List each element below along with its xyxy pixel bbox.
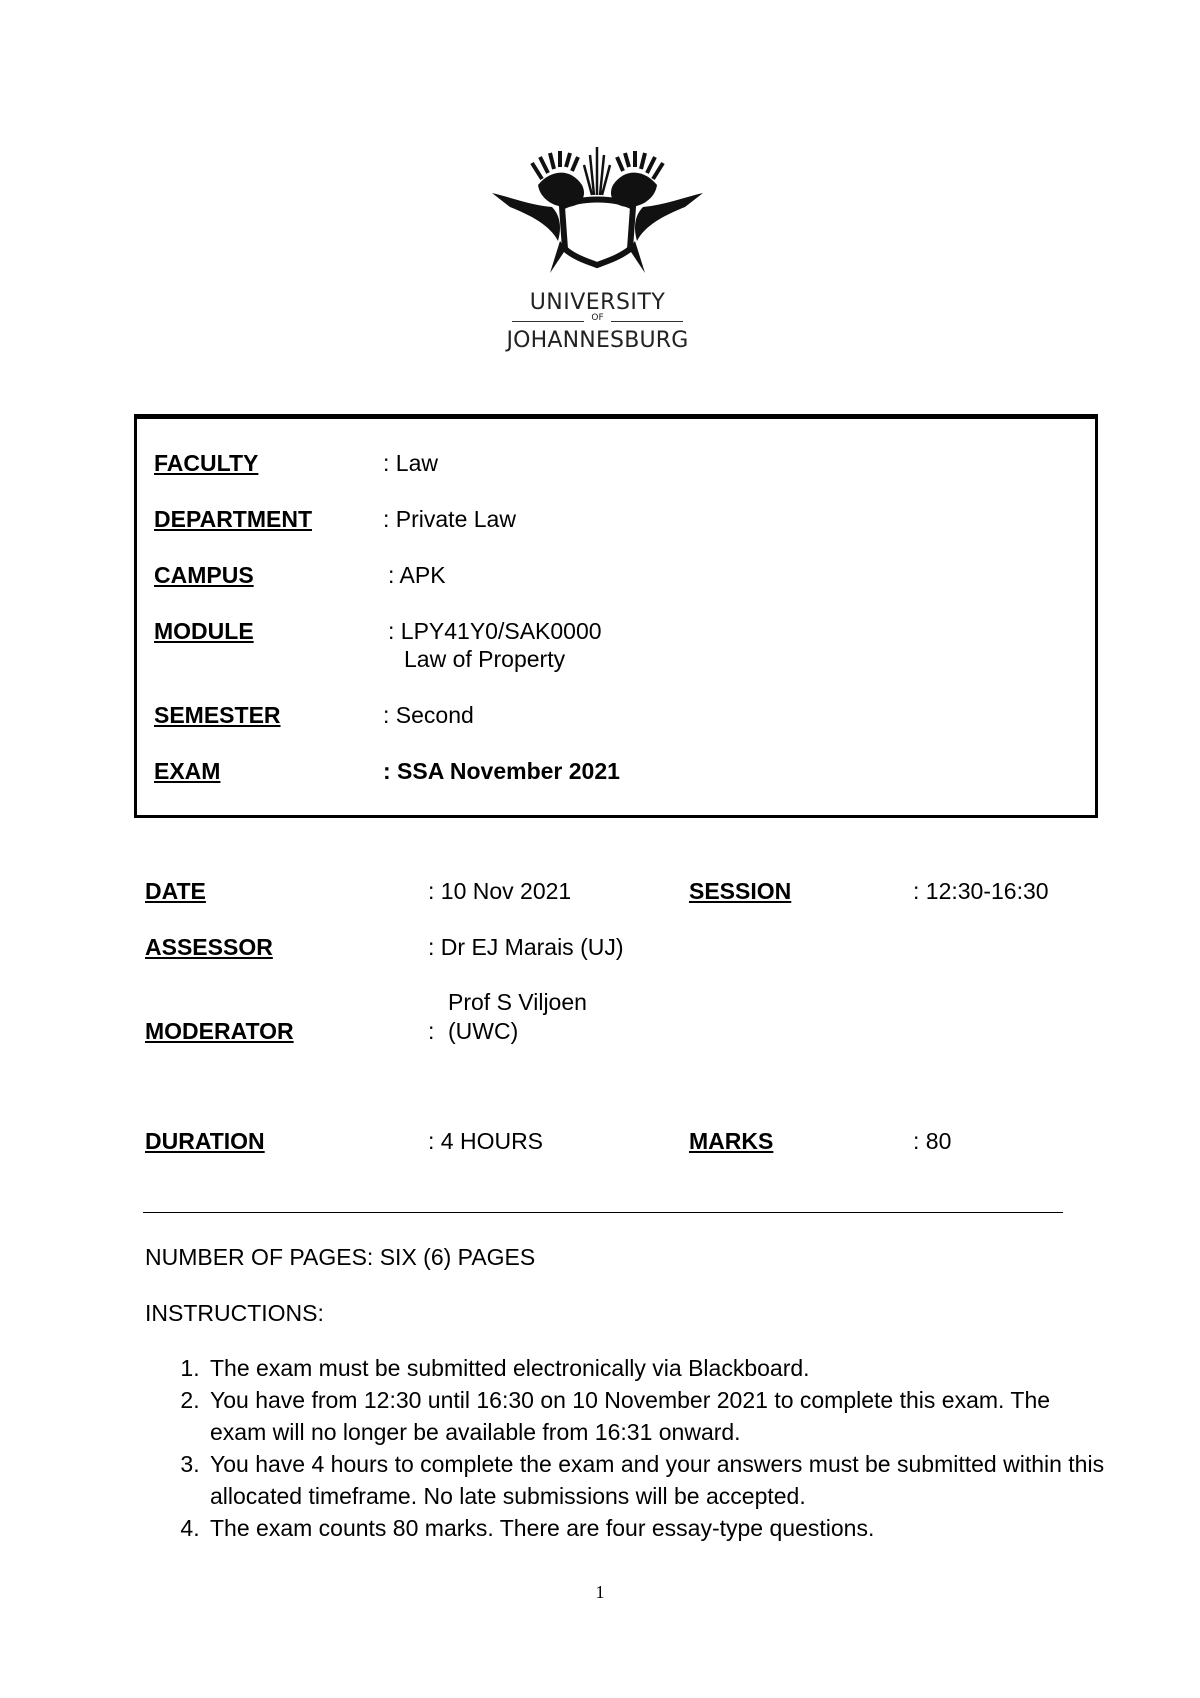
faculty-value: : Law — [383, 450, 438, 476]
department-label: DEPARTMENT — [154, 506, 313, 532]
campus-value: : APK — [388, 562, 446, 588]
instruction-item: 3. You have 4 hours to complete the exam and your answers must be submitted within this allocated timeframe. No late submissions will be accepted. — [206, 1448, 1106, 1512]
module-label: MODULE — [154, 618, 254, 644]
instruction-item: 2. You have from 12:30 until 16:30 on 10 November 2021 to complete this exam. The exam will no longer be available from 16:31 onward. — [206, 1384, 1106, 1448]
logo-text-of: OF — [591, 313, 604, 323]
duration-value: : 4 HOURS — [428, 1128, 544, 1154]
duration-label: DURATION — [145, 1128, 265, 1154]
module-value: : LPY41Y0/SAK0000 — [388, 618, 602, 644]
session-label: SESSION — [689, 878, 792, 904]
university-logo — [490, 145, 705, 353]
moderator-value-line1: Prof S Viljoen — [448, 989, 587, 1015]
logo-divider-right — [611, 321, 683, 322]
session-value: : 12:30-16:30 — [913, 878, 1049, 904]
logo-text-johannesburg: JOHANNESBURG — [506, 328, 689, 353]
moderator-colon: : — [428, 1018, 435, 1044]
number-of-pages: NUMBER OF PAGES: SIX (6) PAGES — [145, 1244, 536, 1270]
marks-value: : 80 — [913, 1128, 952, 1154]
section-divider — [143, 1212, 1063, 1213]
instructions-list — [170, 1352, 1106, 1544]
moderator-value-line2: (UWC) — [448, 1018, 519, 1044]
department-value: : Private Law — [383, 506, 516, 532]
assessor-label: ASSESSOR — [145, 934, 273, 960]
marks-label: MARKS — [689, 1128, 774, 1154]
semester-label: SEMESTER — [154, 702, 281, 728]
campus-label: CAMPUS — [154, 562, 254, 588]
instruction-item: 4. The exam counts 80 marks. There are four essay-type questions. — [206, 1512, 1106, 1544]
page-number: 1 — [595, 1582, 605, 1602]
faculty-label: FACULTY — [154, 450, 259, 476]
exam-value: : SSA November 2021 — [383, 758, 620, 784]
instructions-heading: INSTRUCTIONS: — [145, 1300, 324, 1326]
logo-text-university: UNIVERSITY — [529, 290, 666, 315]
semester-value: : Second — [383, 702, 474, 728]
exam-label: EXAM — [154, 758, 221, 784]
instruction-item: 1. The exam must be submitted electronically via Blackboard. — [206, 1352, 1106, 1384]
date-label: DATE — [145, 878, 206, 904]
date-value: : 10 Nov 2021 — [428, 878, 572, 904]
module-name: Law of Property — [404, 646, 566, 672]
assessor-value: : Dr EJ Marais (UJ) — [428, 934, 624, 960]
moderator-label: MODERATOR — [145, 1018, 294, 1044]
crest-icon — [490, 145, 705, 285]
